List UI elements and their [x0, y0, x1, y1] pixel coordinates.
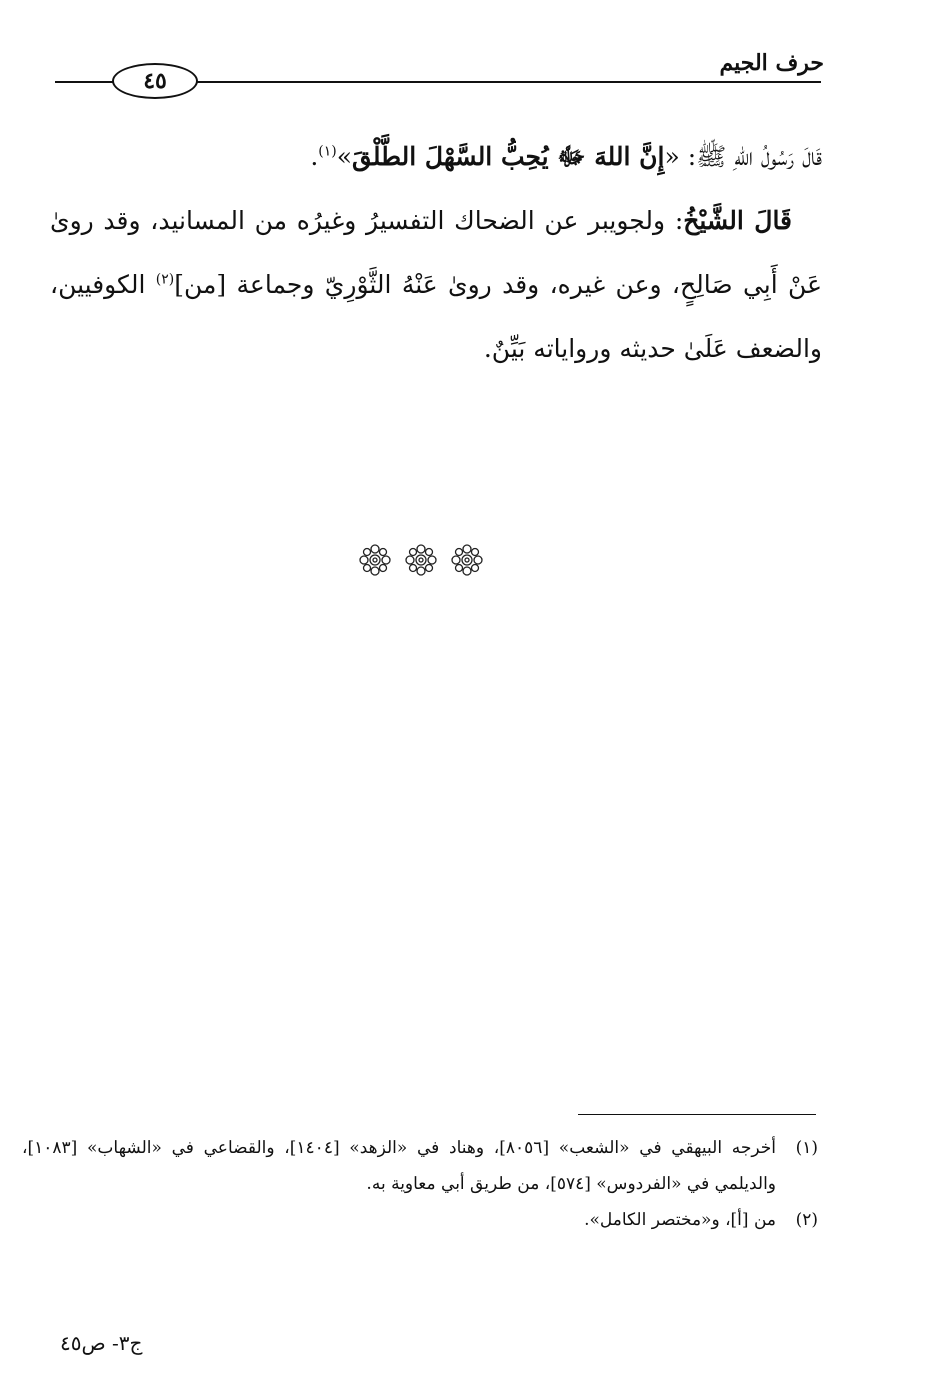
footnote-item: [22, 1202, 818, 1238]
hadith-line: [50, 125, 822, 189]
page-number: ٤٥: [143, 68, 167, 94]
footnote-ref-2[interactable]: (٢): [155, 271, 175, 288]
footnote-text: أخرجه البيهقي في «الشعب» [٨٠٥٦]، وهناد في «الزهد» [١٤٠٤]، والقضاعي في «الشهاب» [١٠٨٣]، والديلمي في «الفردوس» [٥٧٤]، من طريق أبي معاوية به.: [22, 1138, 777, 1194]
ornament-flower-icon: [404, 543, 438, 577]
sheikh-lead: قَالَ الشَّيْخُ: [683, 206, 793, 235]
page-number-badge: [112, 63, 198, 99]
ornament-flower-icon: [450, 543, 484, 577]
sheikh-text-b: الكوفيين، والضعف عَلَىٰ حديثه ورواياته بَيِّنٌ.: [50, 270, 822, 363]
footnote-item: [22, 1130, 818, 1202]
chapter-header-title: حرف الجيم: [719, 50, 824, 76]
hadith-intro: قَالَ رَسُولُ اللهِ ﷺ: «: [664, 142, 822, 171]
volume-page-reference: ج٣- ص٤٥: [60, 1331, 143, 1355]
sheikh-paragraph: [50, 189, 822, 381]
hadith-text: إِنَّ اللهَ ﷻ يُحِبُّ السَّهْلَ الطَّلْقَ: [352, 142, 665, 171]
section-divider-ornaments: [358, 540, 484, 580]
footnote-number: (٢): [795, 1210, 818, 1230]
footnote-separator: [578, 1114, 816, 1115]
footnote-number: (١): [795, 1138, 819, 1158]
sheikh-text-a: : ولجويبر عن الضحاك التفسيرُ وغيرُه من المسانيد، وقد روىٰ عَنْ أَبِي صَالِحٍ، وعن غيره، وقد روىٰ عَنْهُ الثَّوْرِيّ وجماعة [من]: [50, 206, 822, 299]
footnotes-section: [22, 1130, 818, 1238]
footnote-text: من [أ]، و«مختصر الكامل».: [584, 1210, 776, 1230]
ornament-flower-icon: [358, 543, 392, 577]
hadith-end: .: [310, 142, 319, 171]
hadith-close-quote: »: [336, 142, 353, 171]
main-text: [50, 125, 822, 381]
footnote-ref-1[interactable]: (١): [318, 143, 337, 160]
